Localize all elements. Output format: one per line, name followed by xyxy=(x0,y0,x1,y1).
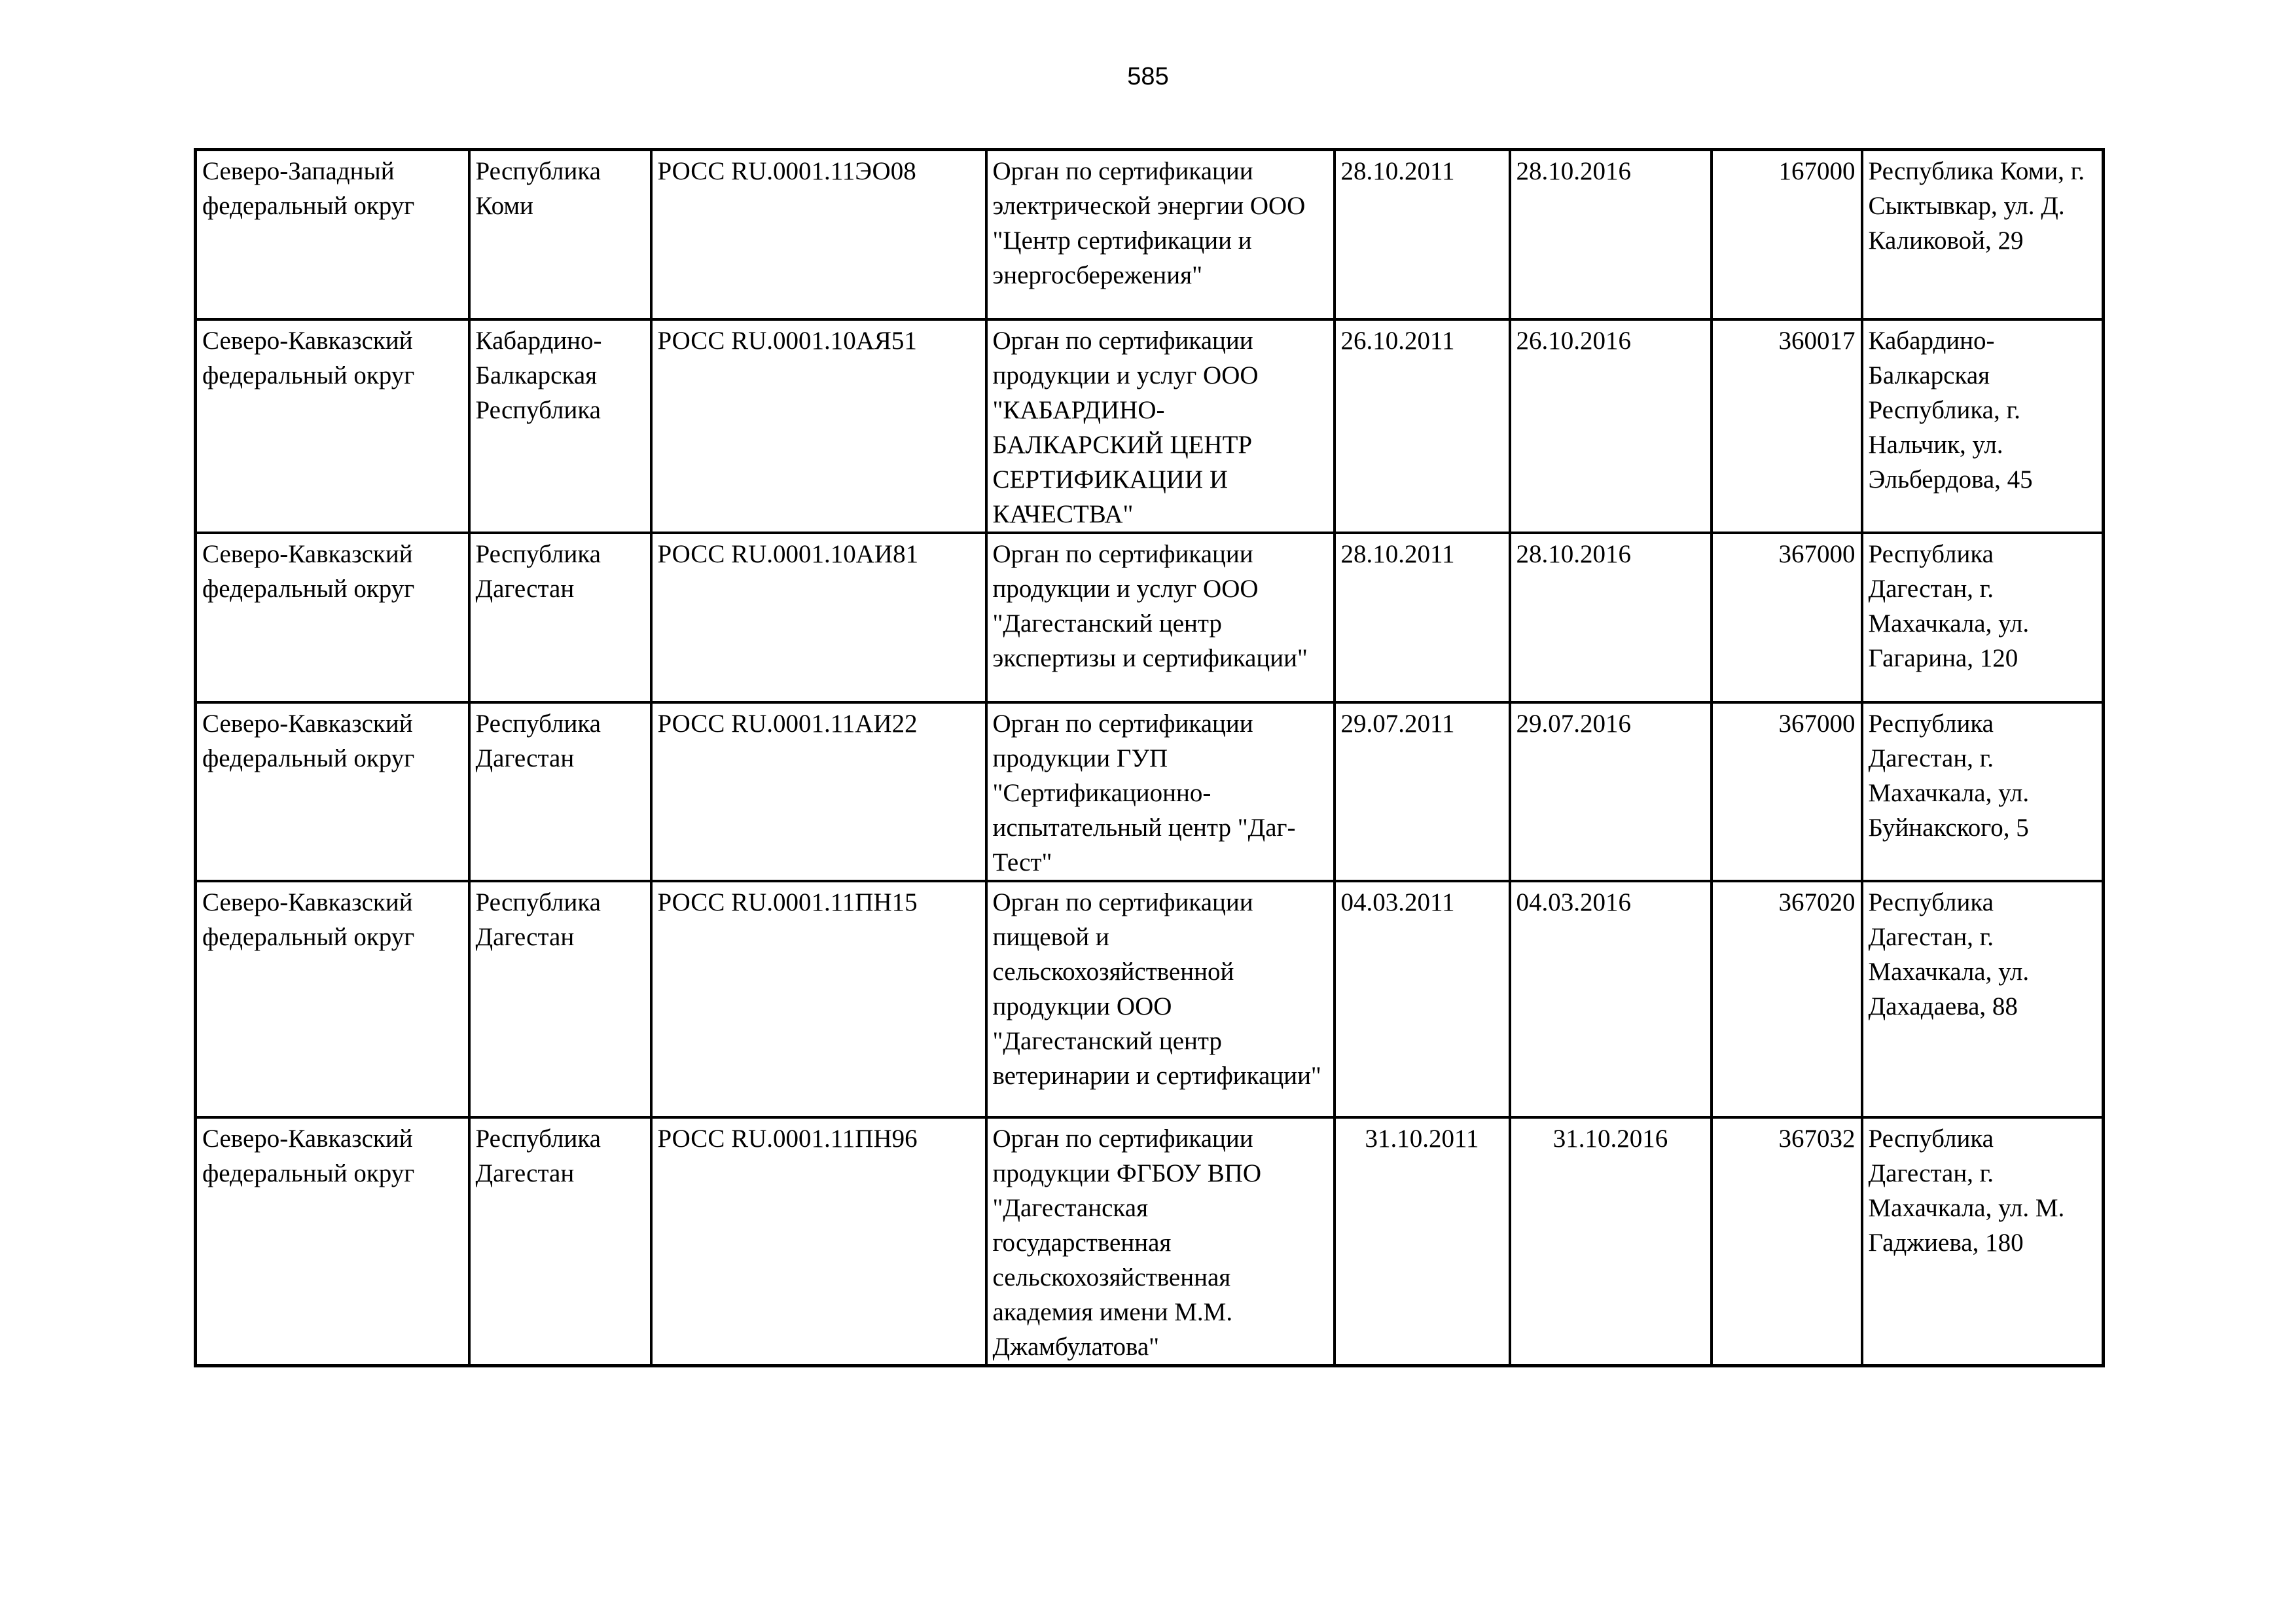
district-cell: Северо-Западный федеральный округ xyxy=(196,150,469,319)
address-cell: Республика Дагестан, г. Махачкала, ул. Гагарина, 120 xyxy=(1862,533,2104,702)
organization-cell: Орган по сертификации продукции ГУП "Сертификационно-испытательный центр "Даг-Тест" xyxy=(986,702,1335,881)
region-cell: Республика Дагестан xyxy=(469,881,651,1117)
table-row xyxy=(196,702,2104,881)
certification-bodies-table xyxy=(194,148,2105,1367)
table-row xyxy=(196,150,2104,319)
table-row xyxy=(196,533,2104,702)
region-cell: Республика Дагестан xyxy=(469,533,651,702)
date-from-cell: 04.03.2011 xyxy=(1335,881,1510,1117)
region-cell: Республика Дагестан xyxy=(469,702,651,881)
postcode-cell: 367032 xyxy=(1712,1117,1862,1366)
date-from-cell: 28.10.2011 xyxy=(1335,150,1510,319)
date-to-cell: 31.10.2016 xyxy=(1510,1117,1712,1366)
reg-number-cell: РОСС RU.0001.10АИ81 xyxy=(651,533,986,702)
reg-number-cell: РОСС RU.0001.11АИ22 xyxy=(651,702,986,881)
date-from-cell: 31.10.2011 xyxy=(1335,1117,1510,1366)
table-row xyxy=(196,881,2104,1117)
date-from-cell: 26.10.2011 xyxy=(1335,319,1510,533)
district-cell: Северо-Кавказский федеральный округ xyxy=(196,702,469,881)
table-row xyxy=(196,319,2104,533)
reg-number-cell: РОСС RU.0001.11ПН15 xyxy=(651,881,986,1117)
date-from-cell: 29.07.2011 xyxy=(1335,702,1510,881)
address-cell: Республика Коми, г. Сыктывкар, ул. Д. Каликовой, 29 xyxy=(1862,150,2104,319)
district-cell: Северо-Кавказский федеральный округ xyxy=(196,533,469,702)
address-cell: Республика Дагестан, г. Махачкала, ул. М. Гаджиева, 180 xyxy=(1862,1117,2104,1366)
district-cell: Северо-Кавказский федеральный округ xyxy=(196,319,469,533)
reg-number-cell: РОСС RU.0001.10АЯ51 xyxy=(651,319,986,533)
organization-cell: Орган по сертификации продукции ФГБОУ ВПО "Дагестанская государственная сельскохозяйственная академия имени М.М. Джамбулатова" xyxy=(986,1117,1335,1366)
district-cell: Северо-Кавказский федеральный округ xyxy=(196,881,469,1117)
date-to-cell: 26.10.2016 xyxy=(1510,319,1712,533)
organization-cell: Орган по сертификации продукции и услуг ООО "КАБАРДИНО-БАЛКАРСКИЙ ЦЕНТР СЕРТИФИКАЦИИ И КАЧЕСТВА" xyxy=(986,319,1335,533)
postcode-cell: 167000 xyxy=(1712,150,1862,319)
reg-number-cell: РОСС RU.0001.11ЭО08 xyxy=(651,150,986,319)
postcode-cell: 367000 xyxy=(1712,533,1862,702)
organization-cell: Орган по сертификации пищевой и сельскохозяйственной продукции ООО "Дагестанский центр ветеринарии и сертификации" xyxy=(986,881,1335,1117)
date-to-cell: 28.10.2016 xyxy=(1510,533,1712,702)
region-cell: Республика Дагестан xyxy=(469,1117,651,1366)
postcode-cell: 367020 xyxy=(1712,881,1862,1117)
address-cell: Кабардино-Балкарская Республика, г. Нальчик, ул. Эльбердова, 45 xyxy=(1862,319,2104,533)
address-cell: Республика Дагестан, г. Махачкала, ул. Буйнакского, 5 xyxy=(1862,702,2104,881)
district-cell: Северо-Кавказский федеральный округ xyxy=(196,1117,469,1366)
region-cell: Кабардино-Балкарская Республика xyxy=(469,319,651,533)
address-cell: Республика Дагестан, г. Махачкала, ул. Дахадаева, 88 xyxy=(1862,881,2104,1117)
table-row xyxy=(196,1117,2104,1366)
organization-cell: Орган по сертификации продукции и услуг ООО "Дагестанский центр экспертизы и сертификации" xyxy=(986,533,1335,702)
date-from-cell: 28.10.2011 xyxy=(1335,533,1510,702)
date-to-cell: 04.03.2016 xyxy=(1510,881,1712,1117)
reg-number-cell: РОСС RU.0001.11ПН96 xyxy=(651,1117,986,1366)
organization-cell: Орган по сертификации электрической энергии ООО "Центр сертификации и энергосбережения" xyxy=(986,150,1335,319)
date-to-cell: 29.07.2016 xyxy=(1510,702,1712,881)
postcode-cell: 360017 xyxy=(1712,319,1862,533)
postcode-cell: 367000 xyxy=(1712,702,1862,881)
page-number: 585 xyxy=(1127,63,1169,90)
region-cell: Республика Коми xyxy=(469,150,651,319)
date-to-cell: 28.10.2016 xyxy=(1510,150,1712,319)
